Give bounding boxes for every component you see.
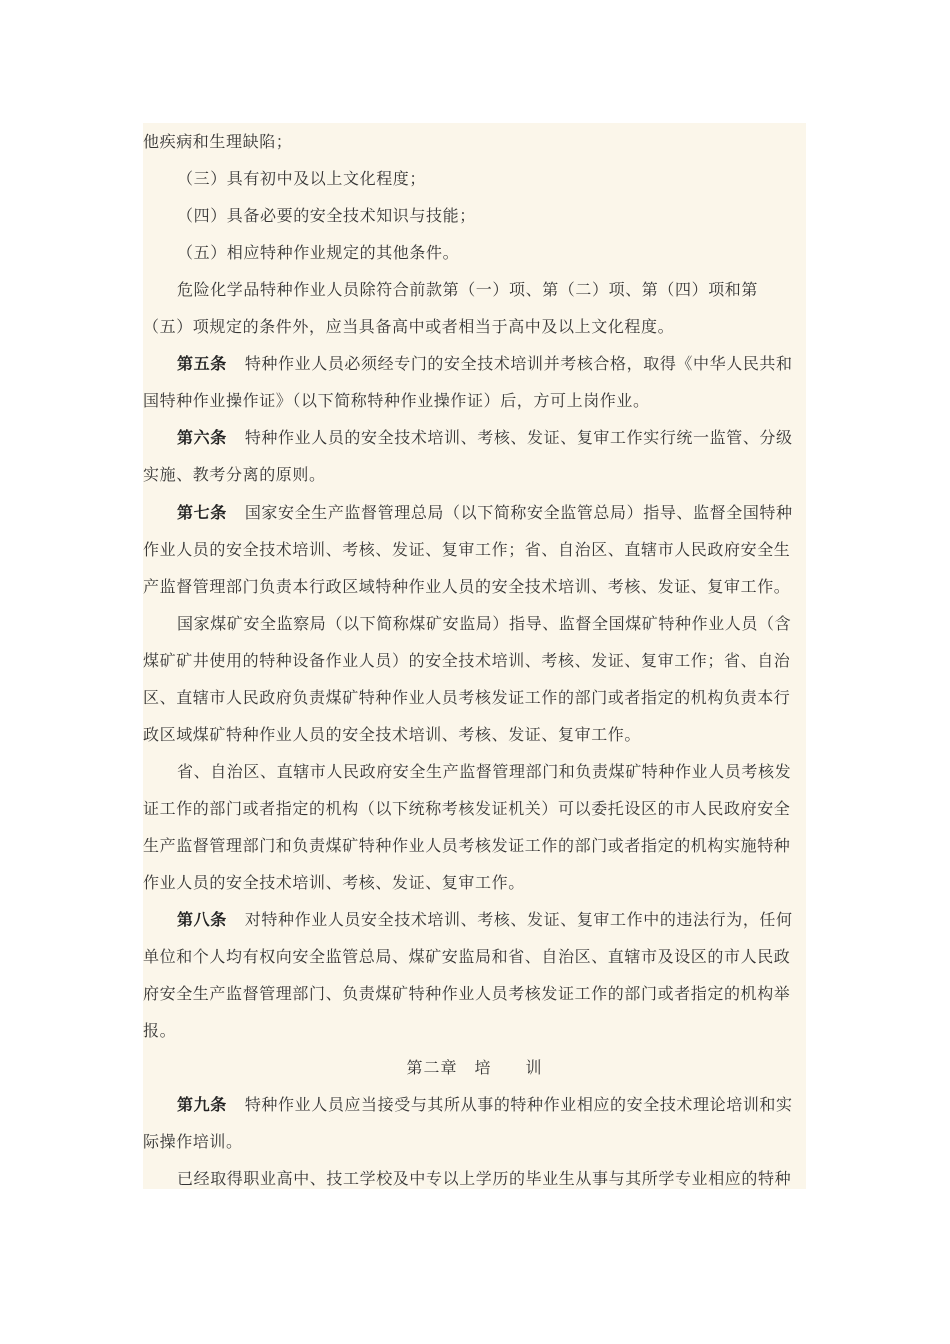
article-9-heading: 第九条 bbox=[177, 1095, 227, 1114]
text-line: 实施、教考分离的原则。 bbox=[143, 465, 326, 484]
text-line: （五）项规定的条件外，应当具备高中或者相当于高中及以上文化程度。 bbox=[143, 317, 675, 336]
article-8-text: 对特种作业人员安全技术培训、考核、发证、复审工作中的违法行为，任何 bbox=[244, 910, 793, 929]
text-line: 报。 bbox=[143, 1021, 177, 1040]
text-line: 政区域煤矿特种作业人员的安全技术培训、考核、发证、复审工作。 bbox=[143, 725, 642, 744]
text-line: 单位和个人均有权向安全监管总局、煤矿安监局和省、自治区、直辖市及设区的市人民政 bbox=[143, 947, 791, 966]
text-line: 煤矿矿井使用的特种设备作业人员）的安全技术培训、考核、发证、复审工作；省、自治 bbox=[143, 651, 791, 670]
article-8-heading: 第八条 bbox=[177, 910, 227, 929]
item-3: （三）具有初中及以上文化程度； bbox=[177, 169, 427, 188]
article-7-heading: 第七条 bbox=[177, 503, 227, 522]
item-4: （四）具备必要的安全技术知识与技能； bbox=[177, 206, 476, 225]
article-5-heading: 第五条 bbox=[177, 354, 227, 373]
text-line: 生产监督管理部门和负责煤矿特种作业人员考核发证工作的部门或者指定的机构实施特种 bbox=[143, 836, 791, 855]
article-6-text: 特种作业人员的安全技术培训、考核、发证、复审工作实行统一监管、分级 bbox=[244, 428, 793, 447]
text-line: 他疾病和生理缺陷； bbox=[143, 132, 293, 151]
article-5-text: 特种作业人员必须经专门的安全技术培训并考核合格，取得《中华人民共和 bbox=[244, 354, 793, 373]
article-9-text: 特种作业人员应当接受与其所从事的特种作业相应的安全技术理论培训和实 bbox=[244, 1095, 793, 1114]
document-page bbox=[143, 123, 806, 1189]
article-9 bbox=[143, 1086, 806, 1124]
text-line: 作业人员的安全技术培训、考核、发证、复审工作；省、自治区、直辖市人民政府安全生 bbox=[143, 540, 791, 559]
paragraph-graduates: 已经取得职业高中、技工学校及中专以上学历的毕业生从事与其所学专业相应的特种 bbox=[177, 1169, 792, 1188]
text-line: 产监督管理部门负责本行政区域特种作业人员的安全技术培训、考核、发证、复审工作。 bbox=[143, 577, 791, 596]
text-line: 区、直辖市人民政府负责煤矿特种作业人员考核发证工作的部门或者指定的机构负责本行 bbox=[143, 688, 791, 707]
text-line: 证工作的部门或者指定的机构（以下统称考核发证机关）可以委托设区的市人民政府安全 bbox=[143, 799, 791, 818]
text-line: 国特种作业操作证》（以下简称特种作业操作证）后，方可上岗作业。 bbox=[143, 391, 650, 410]
article-8 bbox=[143, 901, 806, 939]
article-6 bbox=[143, 419, 806, 457]
item-5: （五）相应特种作业规定的其他条件。 bbox=[177, 243, 460, 262]
chapter-heading: 第二章 培 训 bbox=[406, 1058, 543, 1077]
article-7 bbox=[143, 494, 806, 532]
paragraph-hazardous-chemicals: 危险化学品特种作业人员除符合前款第（一）项、第（二）项、第（四）项和第 bbox=[177, 280, 759, 299]
paragraph-provinces: 省、自治区、直辖市人民政府安全生产监督管理部门和负责煤矿特种作业人员考核发 bbox=[177, 762, 792, 781]
article-5 bbox=[143, 345, 806, 383]
text-line: 际操作培训。 bbox=[143, 1132, 243, 1151]
text-line: 府安全生产监督管理部门、负责煤矿特种作业人员考核发证工作的部门或者指定的机构举 bbox=[143, 984, 791, 1003]
paragraph-coal-mine: 国家煤矿安全监察局（以下简称煤矿安监局）指导、监督全国煤矿特种作业人员（含 bbox=[177, 614, 792, 633]
article-7-text: 国家安全生产监督管理总局（以下简称安全监管总局）指导、监督全国特种 bbox=[244, 503, 793, 522]
text-line: 作业人员的安全技术培训、考核、发证、复审工作。 bbox=[143, 873, 525, 892]
article-6-heading: 第六条 bbox=[177, 428, 227, 447]
